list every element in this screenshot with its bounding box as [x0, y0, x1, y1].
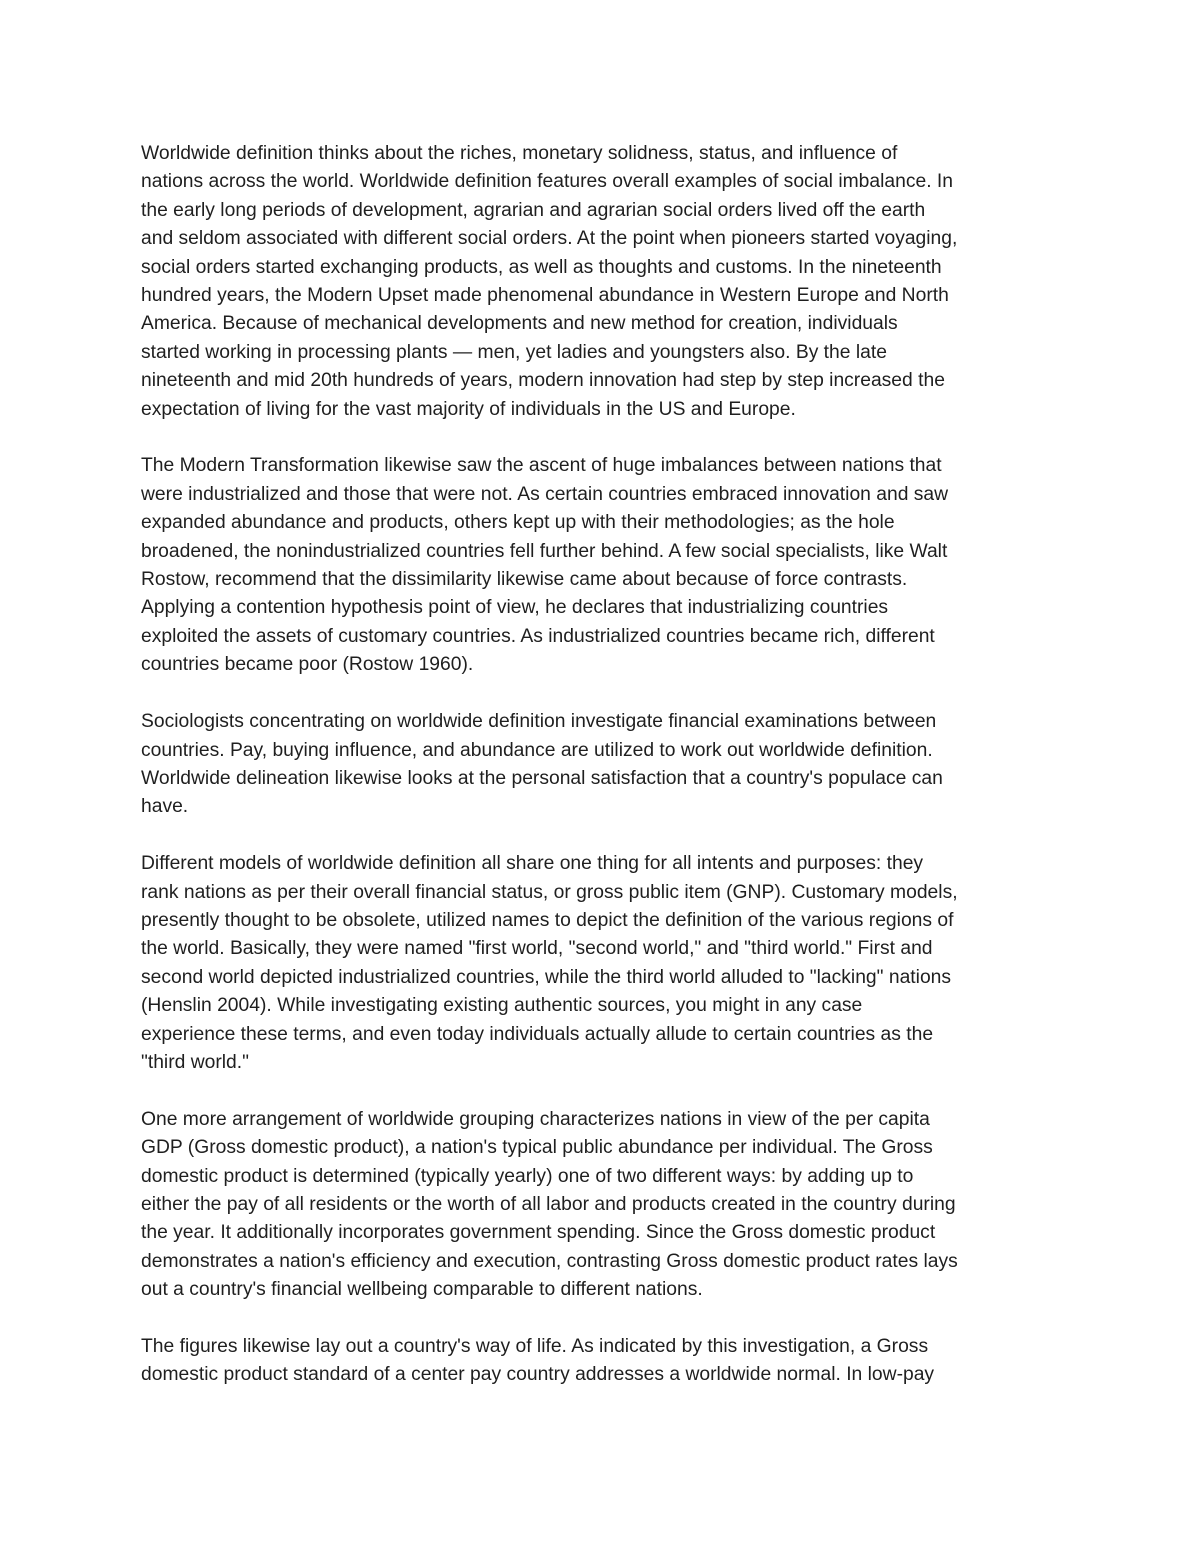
text-line: hundred years, the Modern Upset made phenomenal abundance in Western Europe and North [141, 285, 949, 307]
text-line: and seldom associated with different social orders. At the point when pioneers started voyaging, [141, 228, 958, 250]
text-line: started working in processing plants — men, yet ladies and youngsters also. By the late [141, 341, 887, 363]
text-line: either the pay of all residents or the worth of all labor and products created in the country during [141, 1193, 956, 1215]
text-line: Different models of worldwide definition all share one thing for all intents and purposes: they [141, 853, 924, 875]
text-line: expectation of living for the vast majority of individuals in the US and Europe. [141, 398, 796, 420]
text-line: nations across the world. Worldwide definition features overall examples of social imbalance. In [141, 171, 954, 193]
text-line: "third world." [141, 1051, 249, 1073]
text-line: broadened, the nonindustrialized countries fell further behind. A few social specialists, like Walt [141, 540, 948, 562]
text-line: Rostow, recommend that the dissimilarity likewise came about because of force contrasts. [141, 569, 908, 591]
text-line: have. [141, 796, 189, 818]
text-line: demonstrates a nation's efficiency and execution, contrasting Gross domestic product rates lays [141, 1250, 958, 1272]
paragraph [141, 1333, 1066, 1390]
text-line: One more arrangement of worldwide grouping characterizes nations in view of the per capita [141, 1108, 930, 1130]
text-line: presently thought to be obsolete, utilized names to depict the definition of the various regions of [141, 909, 954, 931]
text-line: Applying a contention hypothesis point of view, he declares that industrializing countries [141, 597, 889, 619]
text-line: the early long periods of development, agrarian and agrarian social orders lived off the earth [141, 199, 926, 221]
text-line: (Henslin 2004). While investigating existing authentic sources, you might in any case [141, 995, 863, 1017]
text-line: domestic product standard of a center pay country addresses a worldwide normal. In low-pay [141, 1364, 935, 1386]
text-line: Sociologists concentrating on worldwide definition investigate financial examinations between [141, 711, 937, 733]
text-line: The figures likewise lay out a country's way of life. As indicated by this investigation, a Gross [141, 1335, 929, 1357]
text-line: Worldwide delineation likewise looks at the personal satisfaction that a country's populace can [141, 767, 943, 789]
text-line: the year. It additionally incorporates government spending. Since the Gross domestic product [141, 1222, 936, 1244]
text-line: expanded abundance and products, others kept up with their methodologies; as the hole [141, 512, 895, 534]
text-line: nineteenth and mid 20th hundreds of years, modern innovation had step by step increased the [141, 370, 945, 392]
text-line: second world depicted industrialized countries, while the third world alluded to "lacking" nations [141, 966, 952, 988]
text-line: experience these terms, and even today individuals actually allude to certain countries as the [141, 1023, 934, 1045]
paragraph [141, 708, 1066, 822]
text-line: were industrialized and those that were not. As certain countries embraced innovation and saw [141, 483, 949, 505]
text-line: America. Because of mechanical developments and new method for creation, individuals [141, 313, 898, 335]
text-line: countries became poor (Rostow 1960). [141, 654, 474, 676]
text-line: GDP (Gross domestic product), a nation's typical public abundance per individual. The Gross [141, 1137, 933, 1159]
text-line: The Modern Transformation likewise saw the ascent of huge imbalances between nations that [141, 455, 942, 477]
text-line: social orders started exchanging products, as well as thoughts and customs. In the nineteenth [141, 256, 942, 278]
text-line: out a country's financial wellbeing comparable to different nations. [141, 1279, 703, 1301]
paragraph [141, 1106, 1066, 1305]
text-line: countries. Pay, buying influence, and abundance are utilized to work out worldwide definition. [141, 739, 933, 761]
text-line: domestic product is determined (typically yearly) one of two different ways: by adding up to [141, 1165, 914, 1187]
text-line: Worldwide definition thinks about the riches, monetary solidness, status, and influence of [141, 143, 898, 164]
text-line: rank nations as per their overall financial status, or gross public item (GNP). Customary models, [141, 881, 958, 903]
text-line: exploited the assets of customary countries. As industrialized countries became rich, different [141, 625, 935, 647]
paragraph [141, 850, 1066, 1077]
paragraph [141, 140, 1066, 424]
paragraph [141, 452, 1066, 679]
document-body [141, 140, 1066, 1418]
text-line: the world. Basically, they were named "first world, "second world," and "third world." First and [141, 938, 933, 960]
